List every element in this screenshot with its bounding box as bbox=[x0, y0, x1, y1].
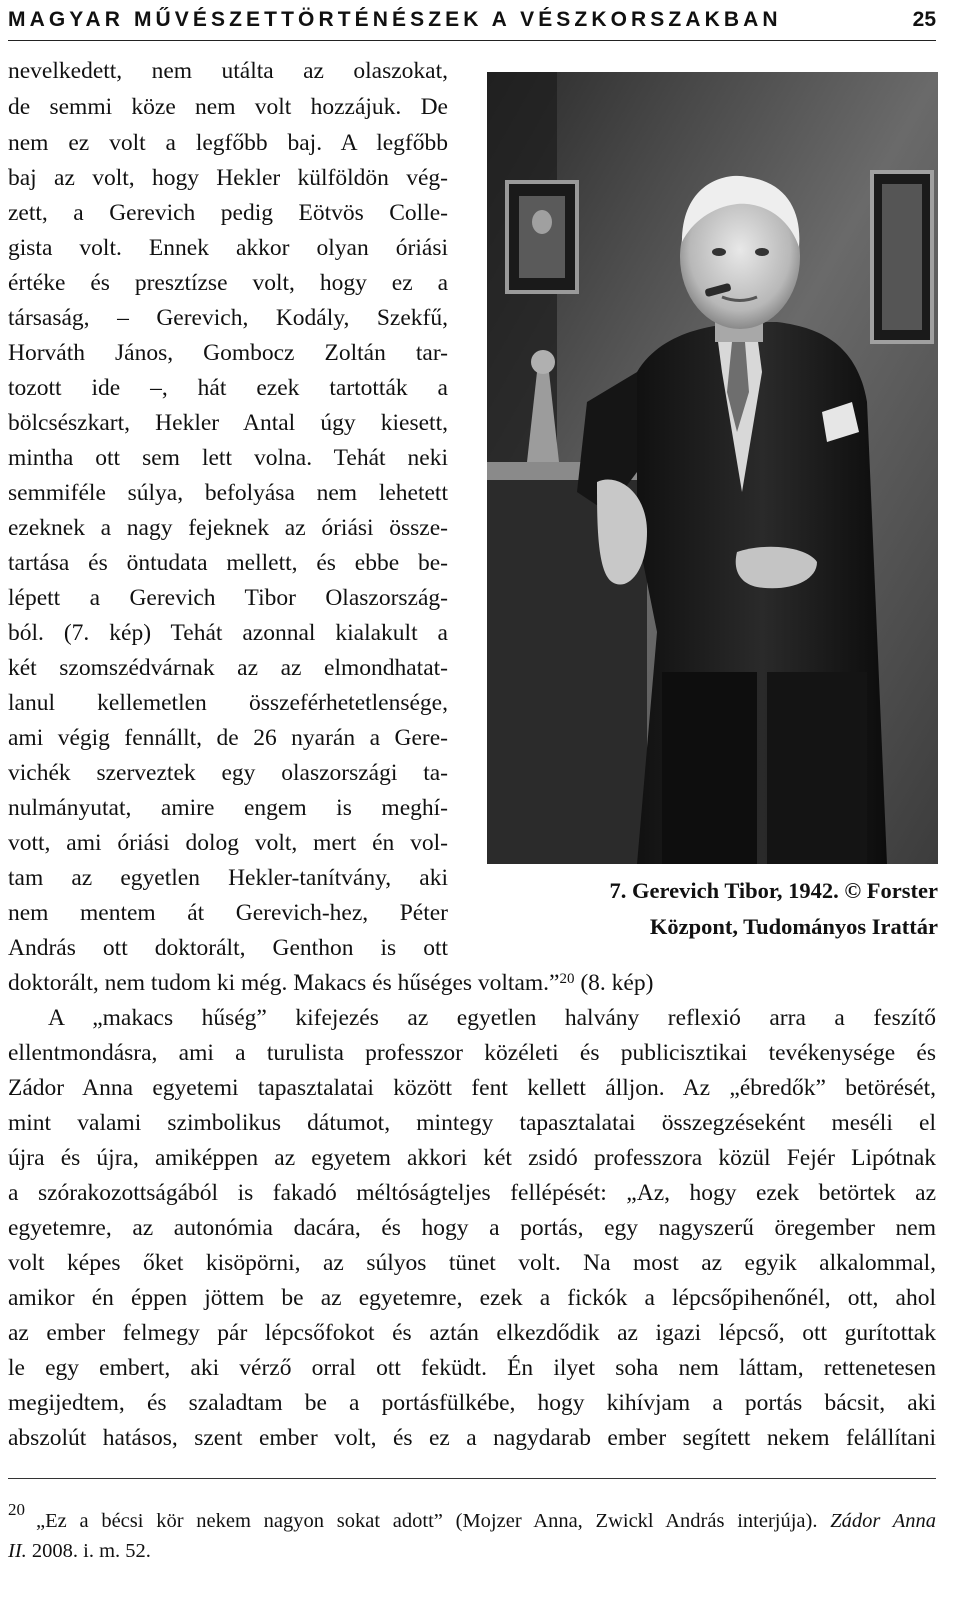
footnote-reference: 20 bbox=[559, 971, 575, 987]
bridge-text: doktorált, nem tudom ki még. Makacs és hűséges voltam.” bbox=[8, 970, 560, 996]
footnote-italic-title: Zádor Anna bbox=[830, 1510, 937, 1532]
body-line: bölcsészkart, Hekler Antal úgy kiesett, bbox=[8, 410, 448, 436]
body-line: amikor én éppen jöttem be az egyetemre, ezek a fickók a lépcsőpihenőnél, ott, ahol bbox=[8, 1285, 936, 1311]
body-line: A „makacs hűség” kifejezés az egyetlen halvány reflexió arra a feszítő bbox=[48, 1005, 936, 1031]
body-line: egyetemre, az autonómia dacára, és hogy a portás, egy nagyszerű öregember nem bbox=[8, 1215, 936, 1241]
body-line: lépett a Gerevich Tibor Olaszország- bbox=[8, 585, 448, 611]
body-line: Horváth János, Gombocz Zoltán tar- bbox=[8, 340, 448, 366]
body-line: lanul kellemetlen összeférhetetlensége, bbox=[8, 690, 448, 716]
body-line: tartása és öntudata mellett, és ebbe be- bbox=[8, 550, 448, 576]
body-line: ból. (7. kép) Tehát azonnal kialakult a bbox=[8, 620, 448, 646]
body-line: ami végig fennállt, de 26 nyarán a Gere- bbox=[8, 725, 448, 751]
portrait-photo bbox=[487, 72, 938, 864]
body-line: de semmi köze nem volt hozzájuk. De bbox=[8, 94, 448, 120]
footnote-line bbox=[8, 1538, 151, 1564]
body-line: ezeknek a nagy fejeknek az óriási össze- bbox=[8, 515, 448, 541]
body-line: vott, ami óriási dolog volt, mert én vol- bbox=[8, 830, 448, 856]
body-line: gista volt. Ennek akkor olyan óriási bbox=[8, 235, 448, 261]
bridge-tail: (8. kép) bbox=[574, 970, 654, 996]
body-line: nem ez volt a legfőbb baj. A legfőbb bbox=[8, 130, 448, 156]
body-line: nulmányutat, amire engem is meghí- bbox=[8, 795, 448, 821]
body-line: vichék szerveztek egy olaszországi ta- bbox=[8, 760, 448, 786]
body-line: le egy embert, aki vérző orral ott feküdt. Én ilyet soha nem láttam, rettenetesen bbox=[8, 1355, 936, 1381]
footnote-citation: 2008. i. m. 52. bbox=[26, 1540, 151, 1562]
body-line: a szórakozottságából is fakadó méltóságteljes fellépését: „Az, hogy ezek betörtek az bbox=[8, 1180, 936, 1206]
footnote-line bbox=[36, 1508, 936, 1534]
body-line: nevelkedett, nem utálta az olaszokat, bbox=[8, 58, 448, 84]
portrait-illustration bbox=[487, 72, 938, 864]
body-line: az ember felmegy pár lépcsőfokot és aztán elkezdődik az igazi lépcső, ott gurítottak bbox=[8, 1320, 936, 1346]
figure-caption-line: Központ, Tudományos Irattár bbox=[649, 914, 938, 939]
body-line: abszolút hatásos, szent ember volt, és ez a nagydarab ember segített nekem felállítani bbox=[8, 1425, 936, 1451]
body-line: tozott ide –, hát ezek tartották a bbox=[8, 375, 448, 401]
body-line: két szomszédvárnak az az elmondhatat- bbox=[8, 655, 448, 681]
body-line: András ott doktorált, Genthon is ott bbox=[8, 935, 448, 961]
body-line: újra és újra, amiképpen az egyetem akkori két zsidó professzora közül Fejér Lipótnak bbox=[8, 1145, 936, 1171]
footnote-text: „Ez a bécsi kör nekem nagyon sokat adott” (Mojzer Anna, Zwickl András interjúja). bbox=[36, 1510, 831, 1532]
body-line: társaság, – Gerevich, Kodály, Szekfű, bbox=[8, 305, 448, 331]
body-line: semmiféle súlya, befolyása nem lehetett bbox=[8, 480, 448, 506]
body-line: mintha ott sem lett volna. Tehát neki bbox=[8, 445, 448, 471]
footnote-italic-volume: II. bbox=[8, 1540, 27, 1562]
body-line: értéke és presztízse volt, hogy ez a bbox=[8, 270, 448, 296]
body-line-bridge bbox=[8, 968, 936, 998]
body-line: nem mentem át Gerevich-hez, Péter bbox=[8, 900, 448, 926]
body-line: mint valami szimbolikus dátumot, mintegy tapasztalatai összegzéseként meséli el bbox=[8, 1110, 936, 1136]
body-line: megijedtem, és szaladtam be a portásfülkébe, hogy kihívjam a portás bácsit, aki bbox=[8, 1390, 936, 1416]
body-line: zett, a Gerevich pedig Eötvös Colle- bbox=[8, 200, 448, 226]
body-line: baj az volt, hogy Hekler külföldön vég- bbox=[8, 165, 448, 191]
running-title: MAGYAR MŰVÉSZETTÖRTÉNÉSZEK A VÉSZKORSZAKBAN bbox=[8, 8, 782, 31]
footnote-divider bbox=[8, 1478, 936, 1479]
body-line: Zádor Anna egyetemi tapasztalatai között fent kellett álljon. Az „ébredők” betörését, bbox=[8, 1075, 936, 1101]
running-header bbox=[8, 6, 936, 41]
body-line: volt képes őket kisöpörni, az súlyos tünet volt. Na most az egyik alkalommal, bbox=[8, 1250, 936, 1276]
body-line: ellentmondásra, ami a turulista professzor közéleti és publicisztikai tevékenysége és bbox=[8, 1040, 936, 1066]
page-number: 25 bbox=[912, 8, 936, 31]
footnote-number: 20 bbox=[8, 1500, 25, 1519]
figure-caption-line: 7. Gerevich Tibor, 1942. © Forster bbox=[609, 878, 938, 903]
body-line: tam az egyetlen Hekler-tanítvány, aki bbox=[8, 865, 448, 891]
